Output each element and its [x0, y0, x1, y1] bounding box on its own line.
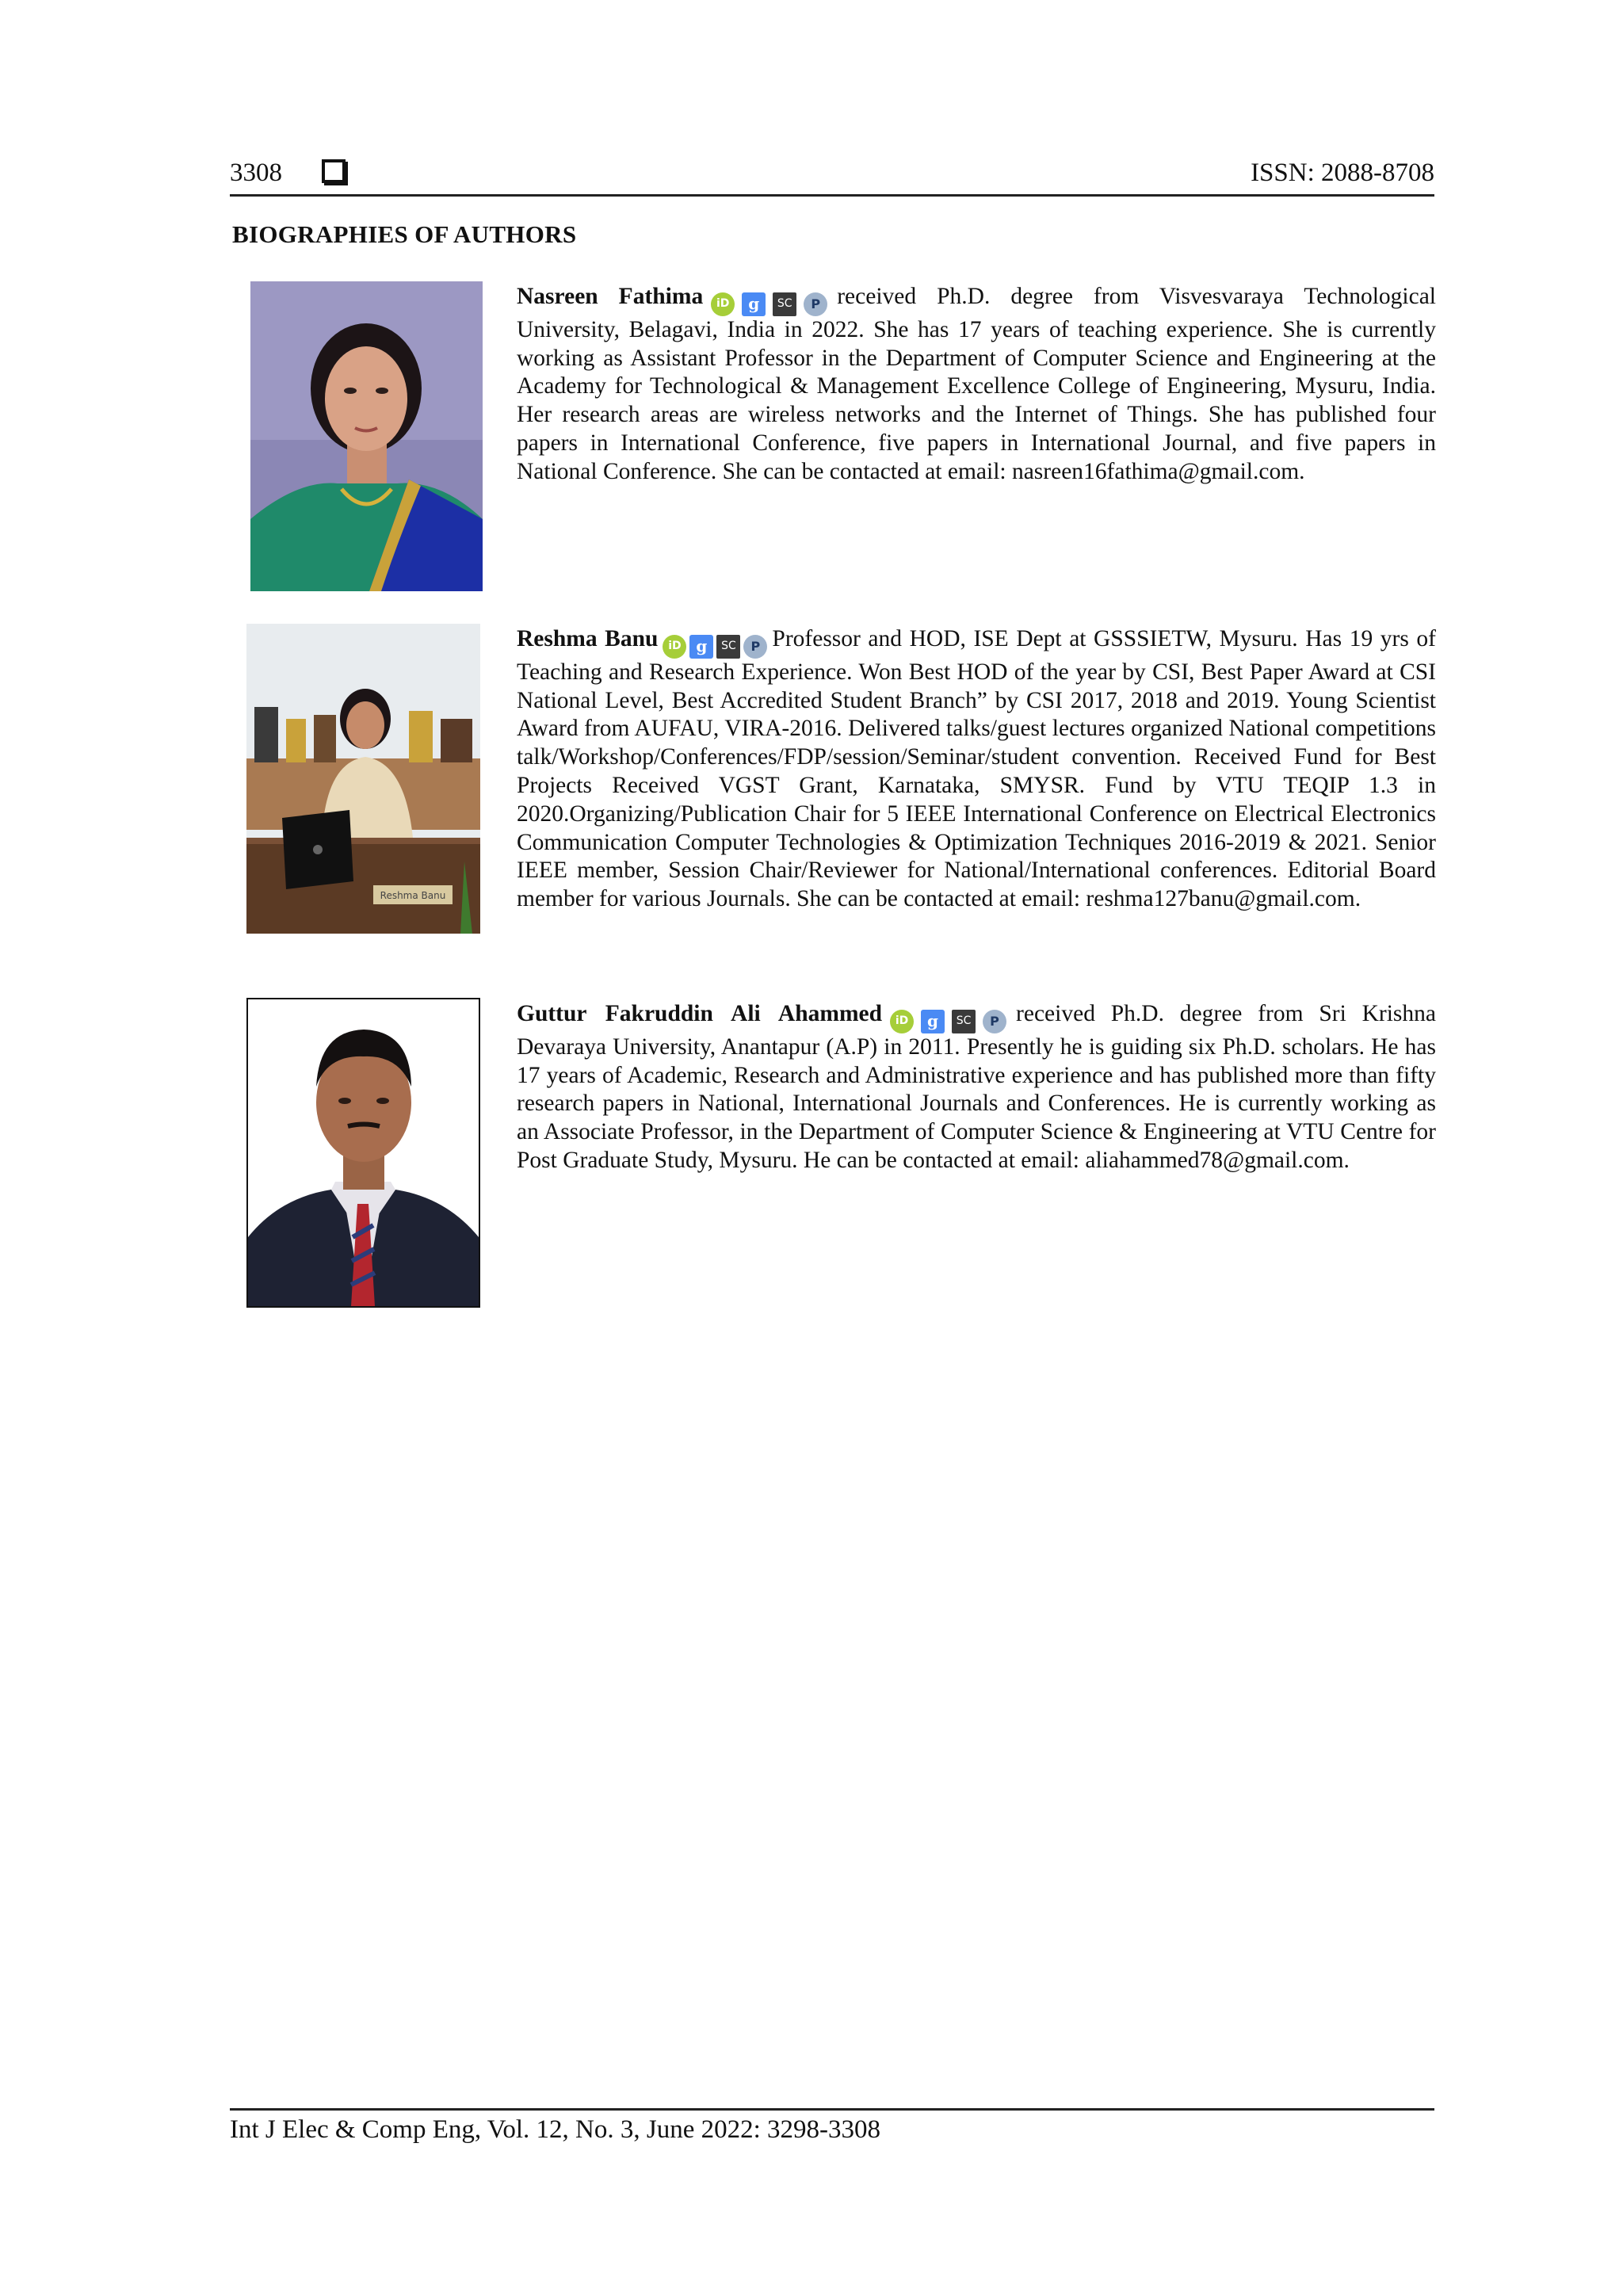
square-bullet-icon: [322, 159, 346, 183]
nameplate-text: Reshma Banu: [380, 890, 446, 901]
scopus-icon[interactable]: SC: [952, 1010, 976, 1033]
publons-icon[interactable]: P: [743, 635, 767, 659]
scopus-icon[interactable]: SC: [716, 635, 740, 659]
google-scholar-icon[interactable]: g: [921, 1010, 945, 1033]
orcid-icon[interactable]: iD: [890, 1010, 914, 1033]
publons-icon[interactable]: P: [804, 292, 827, 316]
author-photo-2: [246, 624, 480, 934]
bio-3: [517, 1000, 1436, 1175]
orcid-icon[interactable]: iD: [711, 292, 735, 316]
author-name: Guttur Fakruddin Ali Ahammed: [517, 1001, 883, 1026]
section-title: BIOGRAPHIES OF AUTHORS: [232, 220, 577, 248]
bio-2: [517, 625, 1436, 914]
author-name: Reshma Banu: [517, 626, 659, 651]
page-footer: Int J Elec & Comp Eng, Vol. 12, No. 3, June 2022: 3298-3308: [230, 2108, 1434, 2145]
profile-icons: [663, 635, 767, 659]
publons-icon[interactable]: P: [983, 1010, 1006, 1033]
google-scholar-icon[interactable]: g: [689, 635, 713, 659]
author-photo-3: [246, 998, 480, 1308]
author-name: Nasreen Fathima: [517, 284, 704, 309]
orcid-icon[interactable]: iD: [663, 635, 686, 659]
profile-icons: [890, 1010, 1006, 1033]
google-scholar-icon[interactable]: g: [742, 292, 766, 316]
page-number: 3308: [230, 159, 282, 187]
bio-body: Professor and HOD, ISE Dept at GSSSIETW, Mysuru. Has 19 yrs of Teaching and Research Experience. Won Best HOD of the year by CSI, Best Paper Award at CSI National Level, Best Accredited Student Branch” by CSI 2017, 2018 and 2019. Young Scientist Award from AUFAU, VIRA-2016. Delivered talks/guest lectures organized National competitions talk/Workshop/Conferences/FDP/session/Seminar/student convention. Received Fund for Best Projects Received VGST Grant, Karnataka, SMYSR. Fund by VTU TEQIP 1.3 in 2020.Organizing/Publication Chair for 5 IEEE International Conference on Electrical Electronics Communication Computer Technologies & Optimization Techniques 2016-2019 & 2021. Senior IEEE member, Session Chair/Reviewer for National/International conferences. Editorial Board member for various Journals. She can be contacted at email: reshma127banu@gmail.com.: [517, 626, 1436, 912]
issn: ISSN: 2088-8708: [1251, 159, 1434, 187]
scopus-icon[interactable]: SC: [773, 292, 796, 316]
profile-icons: [711, 292, 827, 316]
bio-body: received Ph.D. degree from Visvesvaraya Technological University, Belagavi, India in 2022. She has 17 years of teaching experience. She is currently working as Assistant Professor in the Department of Computer Science and Engineering at the Academy for Technological & Management Excellence College of Engineering, Mysuru, India. Her research areas are wireless networks and the Internet of Things. She has published four papers in International Conference, five papers in International Journal, and five papers in National Conference. She can be contacted at email: nasreen16fathima@gmail.com.: [517, 284, 1437, 484]
bio-1: [517, 283, 1436, 487]
bio-body: received Ph.D. degree from Sri Krishna Devaraya University, Anantapur (A.P) in 2011. Presently he is guiding six Ph.D. scholars. He has 17 years of Academic, Research and Administrative experience and has published more than fifty research papers in National, International Journals and Conferences. He is currently working as an Associate Professor, in the Department of Computer Science & Engineering at VTU Centre for Post Graduate Study, Mysuru. He can be contacted at email: aliahammed78@gmail.com.: [517, 1001, 1436, 1174]
page-header: [230, 152, 1434, 197]
author-photo-1: [250, 281, 483, 591]
